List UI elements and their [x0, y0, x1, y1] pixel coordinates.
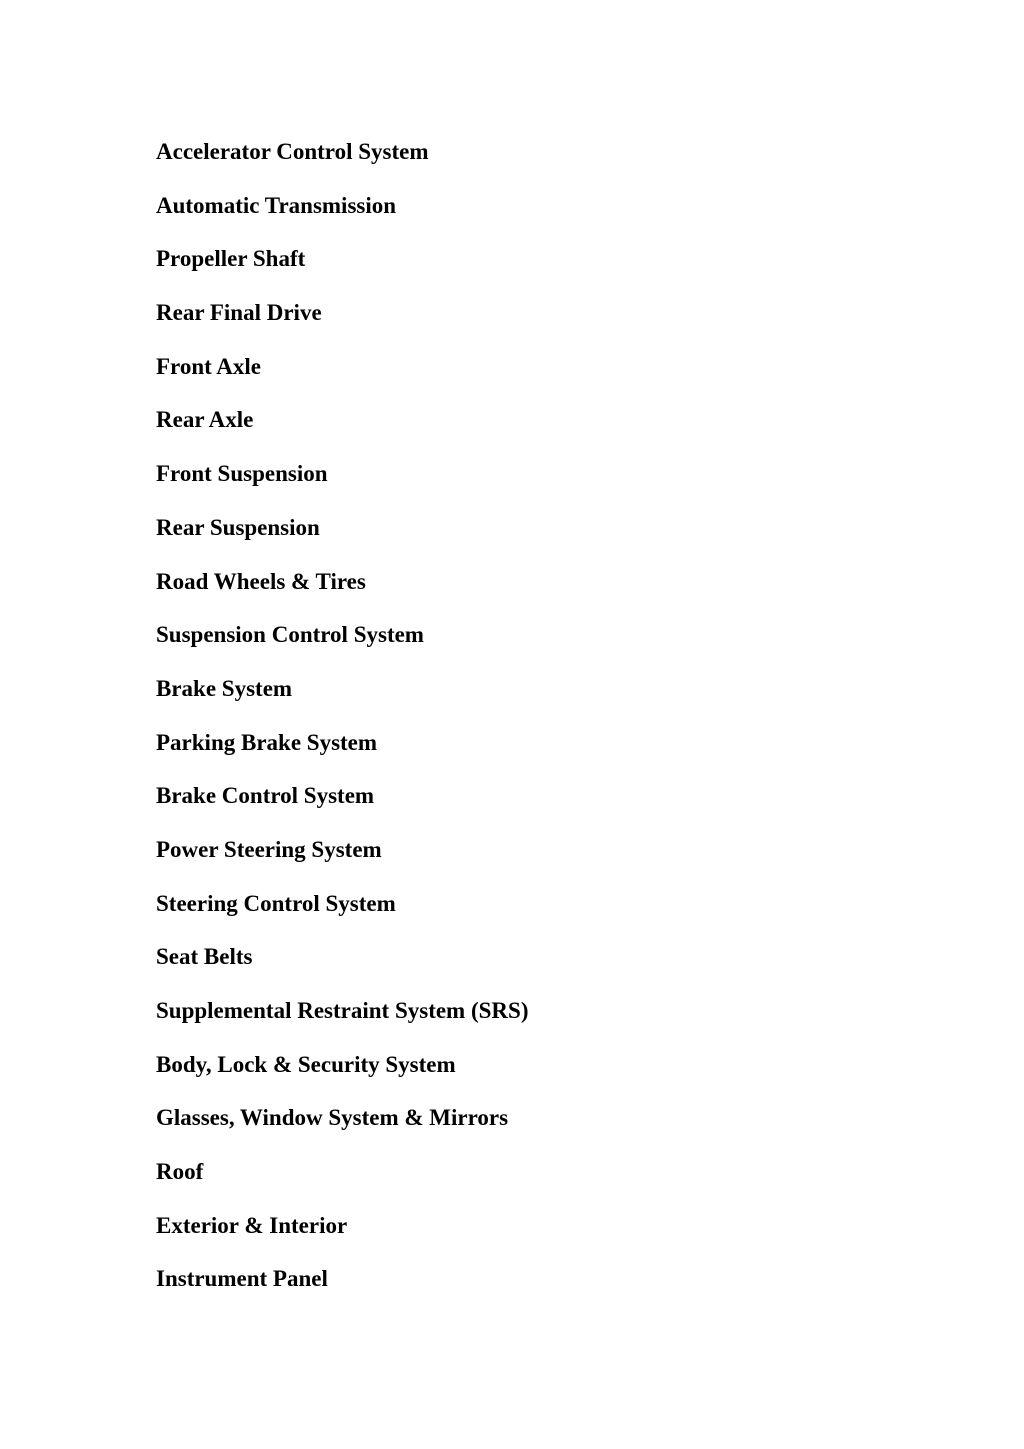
- section-item-accelerator-control-system: Accelerator Control System: [156, 139, 429, 164]
- section-item-front-axle: Front Axle: [156, 353, 261, 379]
- section-item-exterior-interior: Exterior & Interior: [156, 1212, 348, 1238]
- section-item-body-lock-security-system: Body, Lock & Security System: [156, 1051, 456, 1077]
- section-item-brake-control-system: Brake Control System: [156, 783, 375, 809]
- section-item-propeller-shaft: Propeller Shaft: [156, 246, 306, 272]
- section-item-automatic-transmission: Automatic Transmission: [156, 192, 397, 218]
- section-item-roof: Roof: [156, 1159, 204, 1185]
- section-item-parking-brake-system: Parking Brake System: [156, 729, 378, 755]
- section-item-front-suspension: Front Suspension: [156, 461, 328, 487]
- section-item-power-steering-system: Power Steering System: [156, 836, 382, 862]
- section-item-rear-final-drive: Rear Final Drive: [156, 300, 322, 326]
- section-list: [156, 137, 528, 1318]
- section-item-glasses-window-system-mirrors: Glasses, Window System & Mirrors: [156, 1105, 509, 1131]
- section-item-brake-system: Brake System: [156, 675, 293, 701]
- section-item-rear-axle: Rear Axle: [156, 407, 254, 433]
- section-item-supplemental-restraint-system: Supplemental Restraint System (SRS): [156, 998, 529, 1023]
- section-item-steering-control-system: Steering Control System: [156, 890, 396, 916]
- section-item-seat-belts: Seat Belts: [156, 944, 253, 970]
- section-item-instrument-panel: Instrument Panel: [156, 1266, 328, 1292]
- section-item-rear-suspension: Rear Suspension: [156, 514, 320, 540]
- section-item-road-wheels-tires: Road Wheels & Tires: [156, 568, 366, 594]
- section-item-suspension-control-system: Suspension Control System: [156, 622, 424, 648]
